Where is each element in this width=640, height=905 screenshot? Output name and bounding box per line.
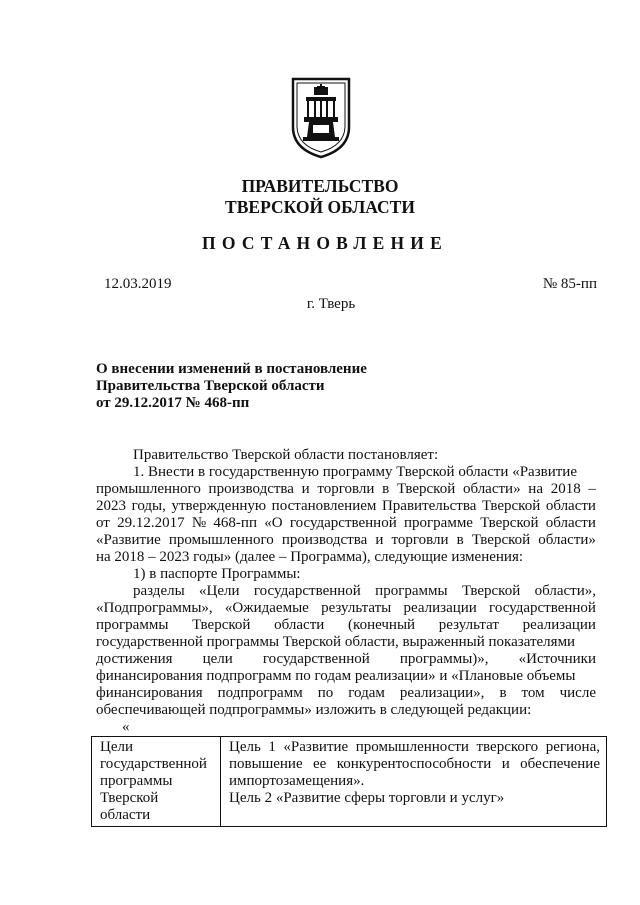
goal-1-line-2 — [229, 756, 600, 773]
p3-line-4: государственной программы Тверской области, выраженный показателями — [96, 634, 576, 650]
justified-word: государственной — [289, 515, 397, 531]
justified-word: постановлением — [271, 498, 377, 514]
p3-line-7 — [96, 685, 596, 702]
justified-word: Тверской — [396, 481, 456, 497]
justified-word: Тверской — [471, 532, 531, 548]
justified-word: государственной — [253, 583, 361, 599]
justified-word: финансирования — [96, 685, 203, 701]
justified-word: годам — [348, 685, 385, 701]
p3-line-8: обеспечивающей подпрограммы» изложить в следующей редакции: — [96, 702, 532, 718]
justified-word: конкурентоспособности — [336, 756, 492, 772]
goal-2-line: Цель 2 «Развитие сферы торговли и услуг» — [229, 790, 505, 806]
coat-of-arms-emblem — [289, 75, 353, 159]
p3-line-6: финансирования подпрограмм по годам реализации» и «Плановые объемы — [96, 668, 576, 684]
justified-word: «Ожидаемые — [224, 600, 309, 616]
document-title — [96, 361, 367, 412]
justified-word: тверского — [476, 739, 539, 755]
justified-word: программы — [375, 583, 448, 599]
justified-word: Тверской — [480, 515, 539, 531]
justified-word: и — [375, 532, 384, 548]
justified-word: промышленного — [168, 532, 274, 548]
justified-word: государственной — [489, 600, 596, 616]
justified-word: ее — [313, 756, 327, 772]
justified-word: Цель — [229, 739, 261, 755]
title-line-1: О внесении изменений в постановление — [96, 361, 367, 377]
goals-label-line: программы — [100, 773, 173, 789]
justified-word: 468-пп — [213, 515, 257, 531]
justified-word: области», — [534, 583, 596, 599]
justified-word: Тверской — [192, 617, 251, 633]
p3-line-1 — [133, 583, 596, 600]
justified-word: реализации», — [399, 685, 485, 701]
justified-word: 29.12.2017 — [117, 515, 185, 531]
goals-label-line: Цели — [100, 739, 134, 755]
justified-word: «Источники — [518, 651, 596, 667]
justified-word: программе — [403, 515, 473, 531]
p1-line-2 — [96, 481, 596, 498]
justified-word: региона, — [545, 739, 600, 755]
goal-1-line-3: импортозамещения». — [229, 773, 365, 789]
justified-word: производства — [281, 532, 368, 548]
justified-word: утвержденную — [171, 498, 267, 514]
p2-line: 1) в паспорте Программы: — [133, 566, 301, 582]
justified-word: на — [528, 481, 543, 497]
p1-line-6: на 2018 – 2023 годы» (далее – Программа), следующие изменения: — [96, 549, 524, 565]
p1-line-3 — [96, 498, 596, 515]
justified-word: в — [499, 685, 507, 701]
justified-word: (конечный — [348, 617, 416, 633]
justified-word: числе — [559, 685, 596, 701]
justified-word: Тверской — [461, 583, 521, 599]
justified-word: достижения — [96, 651, 173, 667]
document-city: г. Тверь — [306, 296, 356, 312]
justified-word: в — [456, 532, 464, 548]
justified-word: подпрограмм — [217, 685, 303, 701]
justified-word: результаты — [321, 600, 392, 616]
justified-word: «Развитие — [283, 739, 349, 755]
justified-word: – — [588, 481, 596, 497]
justified-word: 2018 — [550, 481, 581, 497]
justified-word: Тверской — [481, 498, 541, 514]
justified-word: разделы — [133, 583, 185, 599]
p3-line-3 — [96, 617, 596, 634]
justified-word: программы)», — [399, 651, 489, 667]
justified-word: том — [521, 685, 545, 701]
justified-word: и — [501, 756, 510, 772]
justified-word: «О — [264, 515, 283, 531]
justified-word: от — [96, 515, 110, 531]
program-goals-table — [91, 736, 607, 827]
justified-word: годы, — [131, 498, 166, 514]
p1-line-4 — [96, 515, 596, 532]
justified-word: государственной — [262, 651, 370, 667]
justified-word: области — [545, 498, 596, 514]
justified-word: торговли — [317, 481, 375, 497]
justified-word: повышение — [229, 756, 303, 772]
justified-word: в — [382, 481, 390, 497]
justified-word: программы — [96, 617, 169, 633]
justified-word: торговли — [391, 532, 449, 548]
government-name-line2: ТВЕРСКОЙ ОБЛАСТИ — [225, 197, 415, 217]
justified-word: «Цели — [199, 583, 240, 599]
document-date: 12.03.2019 — [104, 276, 172, 292]
quote-mark: « — [122, 719, 130, 735]
justified-word: реализации — [403, 600, 477, 616]
p3-line-5 — [96, 651, 596, 668]
justified-word: области» — [462, 481, 521, 497]
title-line-3: от 29.12.2017 № 468-пп — [96, 395, 250, 411]
goal-1-line-1 — [229, 739, 600, 756]
document-type: ПОСТАНОВЛЕНИЕ — [202, 233, 448, 253]
justified-word: № — [191, 515, 207, 531]
p1-line-5 — [96, 532, 596, 549]
justified-word: реализации — [522, 617, 596, 633]
p1-line-1: 1. Внести в государственную программу Тверской области «Развитие — [133, 464, 577, 480]
goals-label-line: Тверской — [100, 790, 159, 806]
justified-word: цели — [202, 651, 233, 667]
justified-word: 2023 — [96, 498, 126, 514]
justified-word: обеспечение — [520, 756, 600, 772]
justified-word: 1 — [268, 739, 276, 755]
p3-line-2 — [96, 600, 596, 617]
goals-label-line: области — [100, 807, 151, 823]
table-row — [92, 737, 607, 827]
justified-word: и — [301, 481, 310, 497]
justified-word: производства — [208, 481, 294, 497]
justified-word: «Подпрограммы», — [96, 600, 213, 616]
justified-word: по — [317, 685, 334, 701]
title-line-2: Правительства Тверской области — [96, 378, 325, 394]
goals-label-line: государственной — [100, 756, 207, 772]
government-name-line1: ПРАВИТЕЛЬСТВО — [241, 176, 399, 196]
justified-word: области — [274, 617, 325, 633]
justified-word: промышленности — [355, 739, 469, 755]
justified-word: области» — [538, 532, 596, 548]
document-number: № 85-пп — [542, 276, 597, 292]
justified-word: результат — [438, 617, 499, 633]
justified-word: промышленного — [96, 481, 201, 497]
table-cell-goals-value — [221, 737, 607, 827]
justified-word: Правительства — [381, 498, 477, 514]
table-cell-goals-label — [92, 737, 221, 827]
justified-word: «Развитие — [96, 532, 161, 548]
intro-paragraph: Правительство Тверской области постановляет: — [133, 447, 439, 463]
justified-word: области — [545, 515, 596, 531]
